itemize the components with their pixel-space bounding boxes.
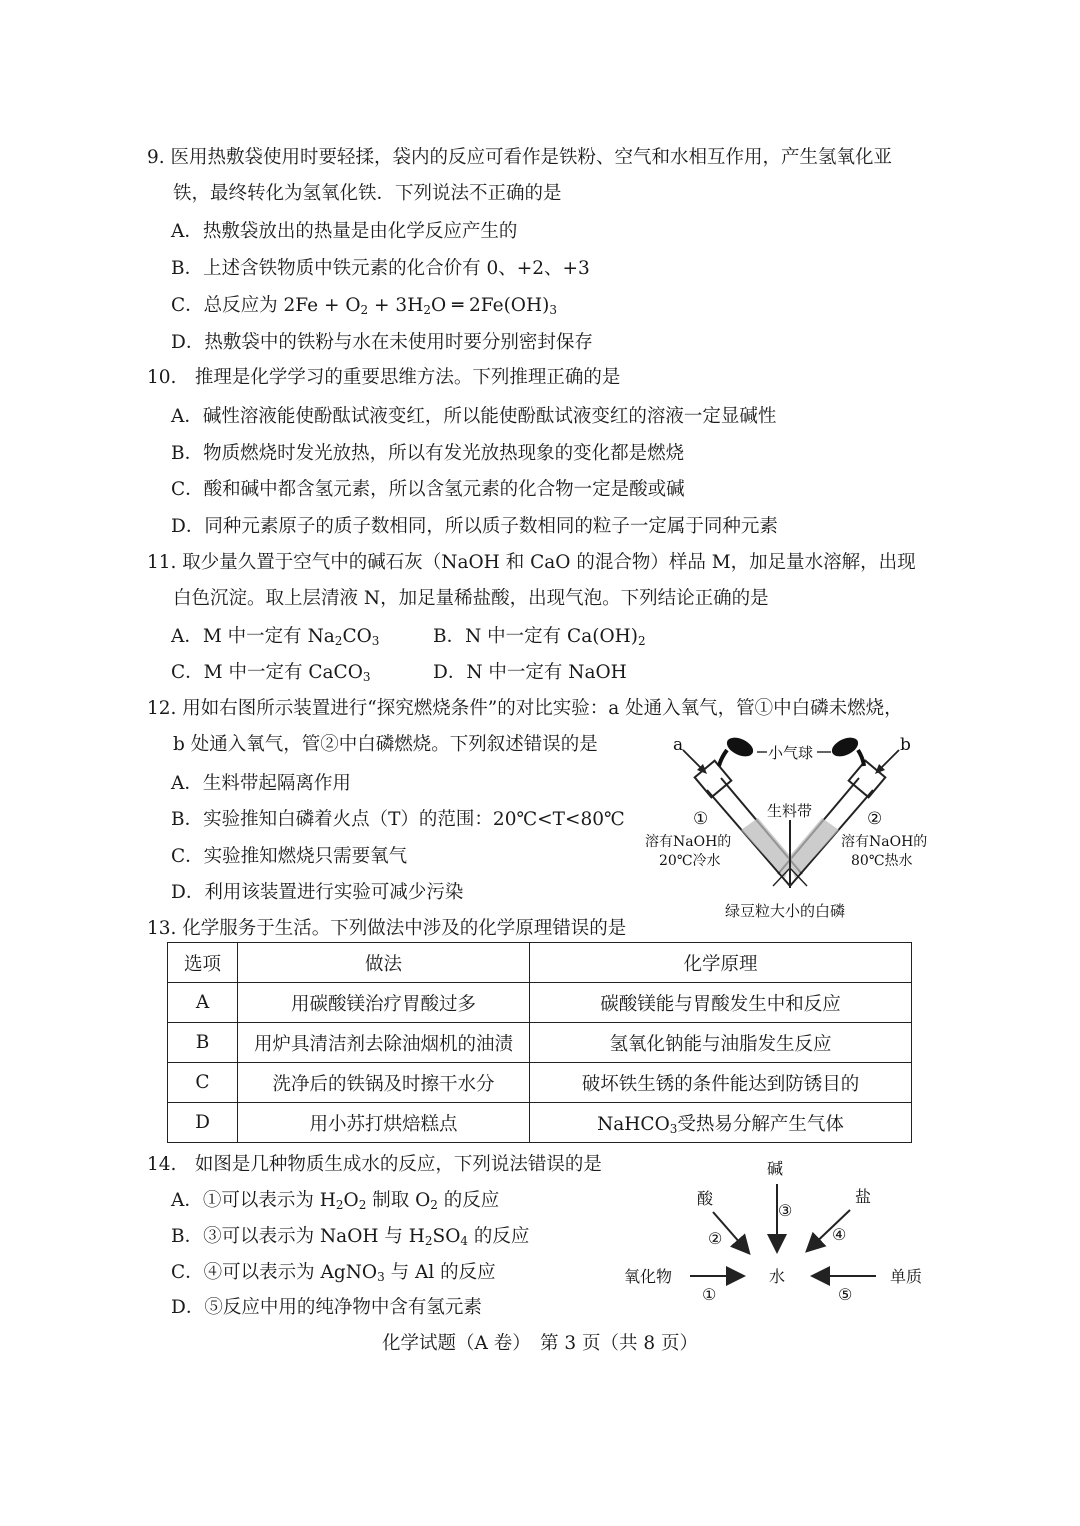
water-formation-diagram xyxy=(618,1152,938,1312)
table-cell: 用炉具清洁剂去除油烟机的油渍 xyxy=(238,1023,530,1063)
reaction-1-label: ① xyxy=(702,1285,717,1304)
table-row xyxy=(168,983,912,1023)
table-cell: D xyxy=(168,1103,238,1143)
q10-option-b: B．物质燃烧时发光放热，所以有发光放热现象的变化都是燃烧 xyxy=(171,443,685,464)
q14-option-c: C．④可以表示为 AgNO$_3$ 与 Al 的反应 xyxy=(171,1262,496,1284)
water-label: 水 xyxy=(769,1267,786,1286)
phosphorus-label: 绿豆粒大小的白磷 xyxy=(725,902,846,920)
right-balloon xyxy=(829,734,861,760)
combustion-apparatus-figure xyxy=(645,728,935,923)
page-footer: 化学试题（A 卷） 第 3 页（共 8 页） xyxy=(381,1333,699,1354)
q10-option-c: C．酸和碱中都含氢元素，所以含氢元素的化合物一定是酸或碱 xyxy=(171,479,685,500)
q11-option-c: C．M 中一定有 CaCO$_3$ xyxy=(171,662,371,684)
left-balloon xyxy=(724,734,756,760)
table-cell: 用小苏打烘焙糕点 xyxy=(238,1103,530,1143)
q10-stem: 10. 推理是化学学习的重要思维方法。下列推理正确的是 xyxy=(147,367,621,388)
table-cell: 破坏铁生锈的条件能达到防锈目的 xyxy=(530,1063,912,1103)
q13-table xyxy=(167,942,912,1143)
table-cell: A xyxy=(168,983,238,1023)
tape-label: 生料带 xyxy=(767,802,813,820)
q14-option-b: B．③可以表示为 NaOH 与 $H_2SO_4$ 的反应 xyxy=(171,1226,530,1248)
base-label: 碱 xyxy=(767,1159,784,1178)
inlet-a-label: a xyxy=(673,735,684,755)
q12-stem-line1: 12. 用如右图所示装置进行“探究燃烧条件”的对比实验：a 处通入氧气，管①中白磷未燃烧， xyxy=(147,698,903,719)
table-row xyxy=(168,1023,912,1063)
q9-option-b: B．上述含铁物质中铁元素的化合价有 0、+2、+3 xyxy=(171,258,590,279)
hot-water-label-1: 溶有NaOH的 xyxy=(841,834,928,850)
acid-label: 酸 xyxy=(697,1189,714,1208)
q9-option-d: D．热敷袋中的铁粉与水在未使用时要分别密封保存 xyxy=(171,332,593,353)
oxide-label: 氧化物 xyxy=(624,1267,673,1286)
q11-stem-line1: 11. 取少量久置于空气中的碱石灰（NaOH 和 CaO 的混合物）样品 M，加足量水溶解，出现 xyxy=(147,552,916,573)
reaction-5-label: ⑤ xyxy=(838,1285,853,1304)
q13-stem: 13. 化学服务于生活。下列做法中涉及的化学原理错误的是 xyxy=(147,918,627,939)
q14-option-a: A．①可以表示为 $H_2O_2$ 制取 $O_2$ 的反应 xyxy=(171,1190,500,1212)
table-header-principle: 化学原理 xyxy=(530,943,912,983)
table-cell: 碳酸镁能与胃酸发生中和反应 xyxy=(530,983,912,1023)
reaction-4-label: ④ xyxy=(832,1225,847,1244)
table-header-option: 选项 xyxy=(168,943,238,983)
cold-water-fill xyxy=(741,818,792,878)
reaction-3-label: ③ xyxy=(778,1201,793,1220)
q9-option-c: C．总反应为 $2Fe + O_2 + 3H_2O$ ═ $2Fe(OH)_3$ xyxy=(171,295,557,317)
q12-option-c: C．实验推知燃烧只需要氧气 xyxy=(171,846,408,867)
tube2-label: ② xyxy=(867,809,883,829)
q9-option-a: A．热敷袋放出的热量是由化学反应产生的 xyxy=(171,221,518,242)
element-label: 单质 xyxy=(890,1267,923,1286)
table-cell: NaHCO$_3$受热易分解产生气体 xyxy=(530,1103,912,1143)
table-row xyxy=(168,1103,912,1143)
table-cell: 洗净后的铁锅及时擦干水分 xyxy=(238,1063,530,1103)
q9-stem-line2: 铁，最终转化为氢氧化铁．下列说法不正确的是 xyxy=(173,183,562,204)
table-row xyxy=(168,1063,912,1103)
table-cell: C xyxy=(168,1063,238,1103)
q10-option-d: D．同种元素原子的质子数相同，所以质子数相同的粒子一定属于同种元素 xyxy=(171,516,778,537)
tube1-label: ① xyxy=(693,809,709,829)
q11-stem-line2: 白色沉淀。取上层清液 N，加足量稀盐酸，出现气泡。下列结论正确的是 xyxy=(173,588,769,609)
cold-water-label-2: 20℃冷水 xyxy=(659,853,721,869)
q11-option-d: D．N 中一定有 NaOH xyxy=(433,662,627,683)
cold-water-label-1: 溶有NaOH的 xyxy=(645,834,732,850)
q14-stem: 14. 如图是几种物质生成水的反应，下列说法错误的是 xyxy=(147,1154,602,1175)
q11-option-b: B．N 中一定有 $Ca(OH)_2$ xyxy=(433,626,646,648)
q14-option-d: D．⑤反应中用的纯净物中含有氢元素 xyxy=(171,1297,482,1318)
table-cell: B xyxy=(168,1023,238,1063)
reaction-2-label: ② xyxy=(708,1229,723,1248)
q12-option-b: B．实验推知白磷着火点（T）的范围：20℃<T<80℃ xyxy=(171,809,625,830)
inlet-b-label: b xyxy=(900,735,911,755)
table-header-method: 做法 xyxy=(238,943,530,983)
q10-option-a: A．碱性溶液能使酚酞试液变红，所以能使酚酞试液变红的溶液一定显碱性 xyxy=(171,406,777,427)
table-cell: 氢氧化钠能与油脂发生反应 xyxy=(530,1023,912,1063)
table-header-row xyxy=(168,943,912,983)
q12-stem-line2: b 处通入氧气，管②中白磷燃烧。下列叙述错误的是 xyxy=(173,734,598,755)
q11-option-a: A．M 中一定有 $Na_2CO_3$ xyxy=(171,626,380,648)
balloon-label: 小气球 xyxy=(768,744,814,762)
hot-water-label-2: 80℃热水 xyxy=(851,853,913,869)
salt-label: 盐 xyxy=(855,1187,872,1206)
q12-option-a: A．生料带起隔离作用 xyxy=(171,773,351,794)
q9-stem-line1: 9. 医用热敷袋使用时要轻揉，袋内的反应可看作是铁粉、空气和水相互作用，产生氢氧化亚 xyxy=(147,147,893,168)
q12-option-d: D．利用该装置进行实验可减少污染 xyxy=(171,882,464,903)
table-cell: 用碳酸镁治疗胃酸过多 xyxy=(238,983,530,1023)
hot-water-fill xyxy=(788,818,839,878)
